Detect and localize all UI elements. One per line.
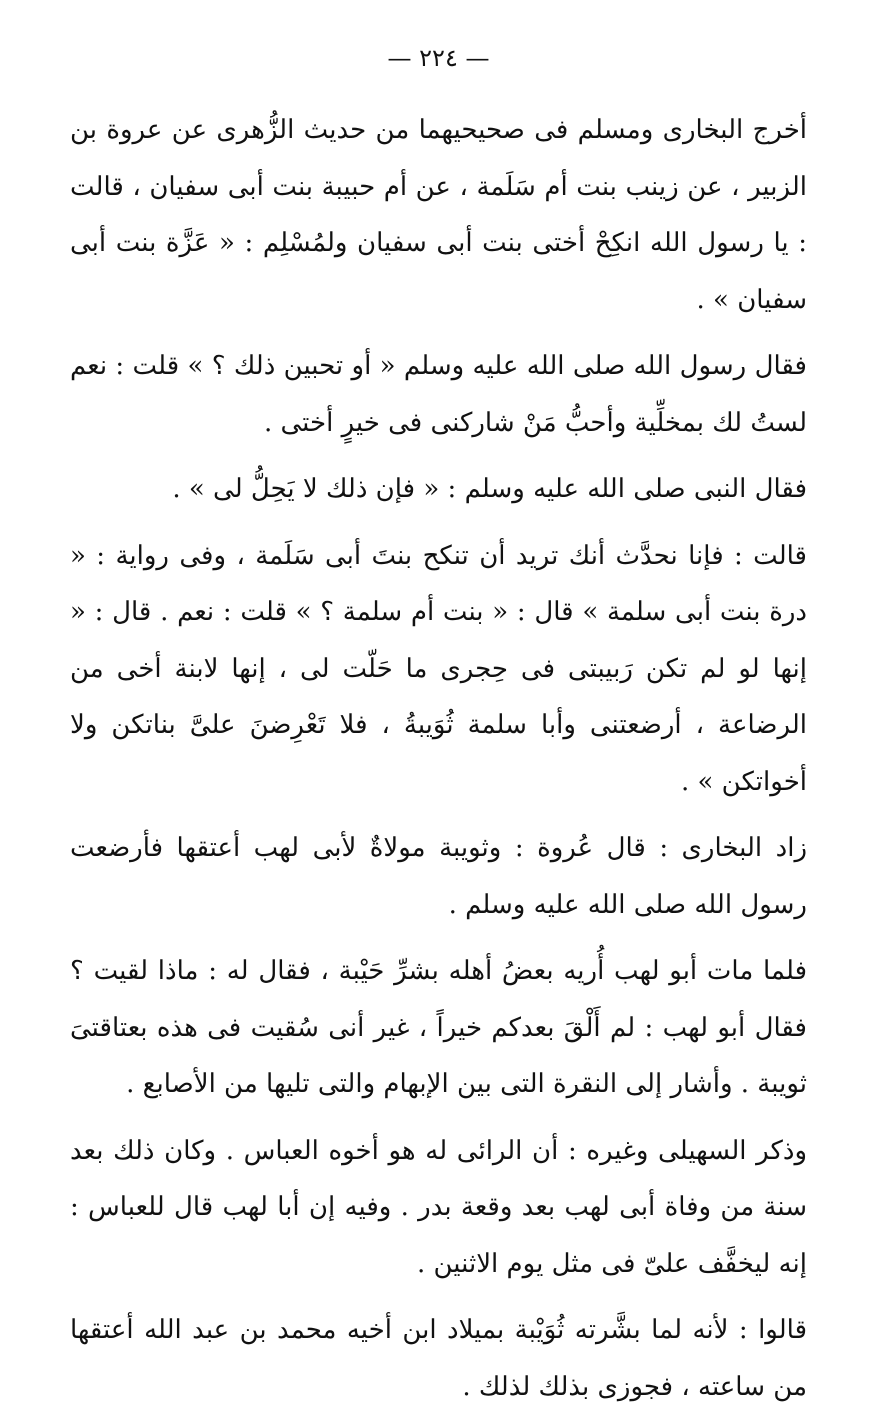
- paragraph-1: أخرج البخارى ومسلم فى صحيحيهما من حديث الزُّهرى عن عروة بن الزبير ، عن زينب بنت أم سَلَمة ، عن أم حبيبة بنت أبى سفيان ، قالت : يا رسول الله انكِحْ أختى بنت أبى سفيان ولمُسْلِم : « عَزَّة بنت أبى سفيان » .: [70, 115, 807, 315]
- paragraph-3: فقال النبى صلى الله عليه وسلم : « فإن ذلك لا يَحِلُّ لى » .: [172, 474, 807, 504]
- paragraph-8: قالوا : لأنه لما بشَّرته ثُوَيْبة بميلاد ابن أخيه محمد بن عبد الله أعتقها من ساعته ، فجوزى بذلك لذلك .: [70, 1315, 807, 1402]
- paragraph-6: فلما مات أبو لهب أُريه بعضُ أهله بشرِّ حَيْبة ، فقال له : ماذا لقيت ؟ فقال أبو لهب : لم أَلْقَ بعدكم خيراً ، غير أنى سُقيت فى هذه بعتاقتىَ ثويبة . وأشار إلى النقرة التى بين الإبهام والتى تليها من الأصابع .: [70, 956, 807, 1099]
- document-body: [70, 102, 807, 1415]
- paragraph-5: زاد البخارى : قال عُروة : وثويبة مولاةٌ لأبى لهب أعتقها فأرضعت رسول الله صلى الله عليه وسلم .: [70, 833, 807, 920]
- paragraph-2: فقال رسول الله صلى الله عليه وسلم « أو تحبين ذلك ؟ » قلت : نعم لستُ لك بمخلِّية وأحبُّ مَنْ شاركنى فى خيرٍ أختى .: [70, 351, 807, 438]
- paragraph-4: قالت : فإنا نحدَّث أنك تريد أن تنكح بنتَ أبى سَلَمة ، وفى رواية : « درة بنت أبى سلمة » قال : « بنت أم سلمة ؟ » قلت : نعم . قال : « إنها لو لم تكن رَبيبتى فى حِجرى ما حَلّت لى ، إنها لابنة أخى من الرضاعة ، أرضعتنى وأبا سلمة ثُوَيبةُ ، فلا تَعْرِضنَ علىَّ بناتكن ولا أخواتكن » .: [70, 540, 807, 797]
- page-number: — ٢٢٤ —: [387, 44, 490, 72]
- paragraph-7: وذكر السهيلى وغيره : أن الرائى له هو أخوه العباس . وكان ذلك بعد سنة من وفاة أبى لهب بعد وقعة بدر . وفيه إن أبا لهب قال للعباس : إنه ليخفَّف علىّ فى مثل يوم الاثنين .: [70, 1135, 807, 1279]
